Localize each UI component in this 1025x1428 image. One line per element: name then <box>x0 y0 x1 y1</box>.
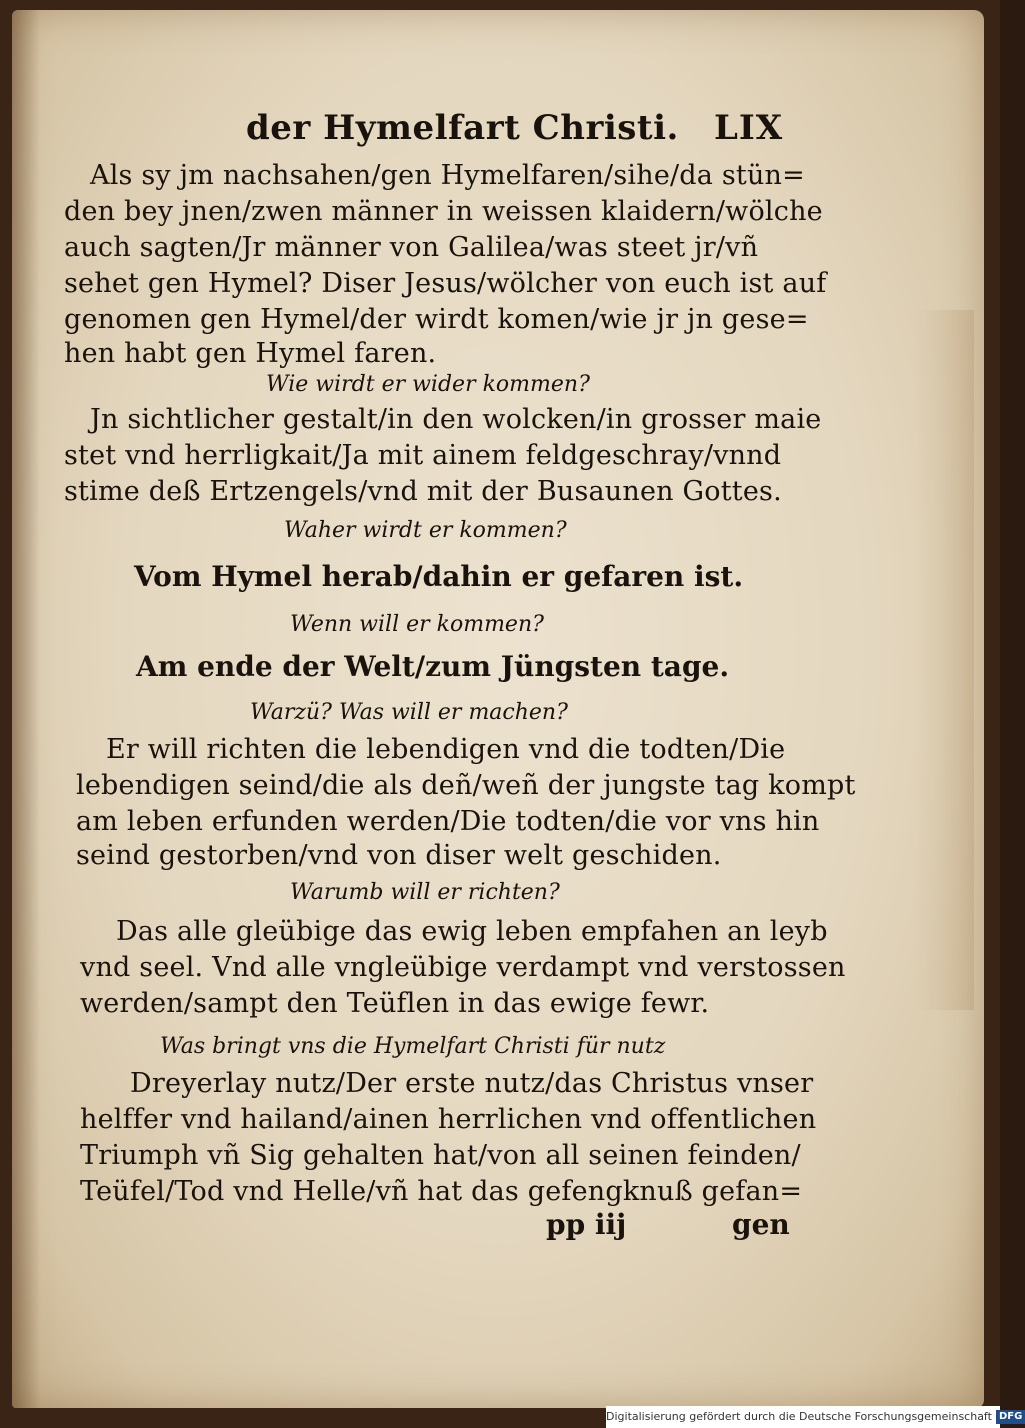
catchword: gen <box>732 1208 790 1241</box>
signature-mark: pp iij <box>546 1208 627 1241</box>
answer-line: werden/sampt den Teüflen in das ewige fewr. <box>80 988 710 1019</box>
answer-line: Er will richten die lebendigen vnd die todten/Die <box>106 734 786 765</box>
body-line: hen habt gen Hymel faren. <box>64 338 437 369</box>
folio-number: LIX <box>714 108 784 148</box>
answer-line: helffer vnd hailand/ainen herrlichen vnd offentlichen <box>80 1104 817 1135</box>
answer-line: Das alle gleübige das ewig leben empfahen an leyb <box>116 916 828 947</box>
answer-line: Triumph vñ Sig gehalten hat/von all seinen feinden/ <box>80 1140 801 1171</box>
digitization-footer <box>606 1406 1023 1428</box>
answer-line: Jn sichtlicher gestalt/in den wolcken/in grosser maie <box>90 404 822 435</box>
answer-line: stet vnd herrligkait/Ja mit ainem feldgeschray/vnnd <box>64 440 782 471</box>
answer-line: Dreyerlay nutz/Der erste nutz/das Christus vnser <box>130 1068 814 1099</box>
page-stain <box>914 310 974 1010</box>
body-line: den bey jnen/zwen männer in weissen klaidern/wölche <box>64 196 823 227</box>
body-line: auch sagten/Jr männer von Galilea/was steet jr/vñ <box>64 232 759 263</box>
answer-line: lebendigen seind/die als deñ/weñ der jungste tag kompt <box>76 770 856 801</box>
answer-line: Am ende der Welt/zum Jüngsten tage. <box>136 650 730 683</box>
body-line: sehet gen Hymel? Diser Jesus/wölcher von euch ist auf <box>64 268 827 299</box>
answer-line: vnd seel. Vnd alle vngleübige verdampt vnd verstossen <box>80 952 846 983</box>
footer-credit: Digitalisierung gefördert durch die Deutsche Forschungsgemeinschaft <box>606 1410 992 1423</box>
question-heading: Wenn will er kommen? <box>290 612 544 637</box>
answer-line: seind gestorben/vnd von diser welt geschiden. <box>76 840 722 871</box>
question-heading: Was bringt vns die Hymelfart Christi für nutz <box>160 1034 666 1059</box>
running-head: der Hymelfart Christi. <box>246 108 679 148</box>
body-line: Als sy jm nachsahen/gen Hymelfaren/sihe/da stün= <box>90 160 805 191</box>
question-heading: Warumb will er richten? <box>290 880 560 905</box>
answer-line: Vom Hymel herab/dahin er gefaren ist. <box>134 560 744 593</box>
question-heading: Waher wirdt er kommen? <box>284 518 567 543</box>
question-heading: Wie wirdt er wider kommen? <box>266 372 590 397</box>
question-heading: Warzü? Was will er machen? <box>250 700 568 725</box>
answer-line: am leben erfunden werden/Die todten/die vor vns hin <box>76 806 820 837</box>
answer-line: stime deß Ertzengels/vnd mit der Busaunen Gottes. <box>64 476 782 507</box>
body-line: genomen gen Hymel/der wirdt komen/wie jr jn gese= <box>64 304 809 335</box>
dfg-logo: DFG <box>996 1410 1025 1424</box>
answer-line: Teüfel/Tod vnd Helle/vñ hat das gefengknuß gefan= <box>80 1176 803 1207</box>
page-gutter-shadow <box>12 10 40 1408</box>
